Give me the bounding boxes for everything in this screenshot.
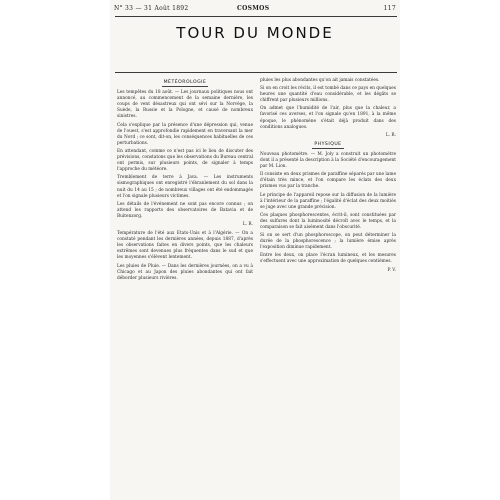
signature: L. R. — [242, 221, 253, 227]
section-heading-meteorologie: MÉTÉOROLOGIE — [117, 80, 253, 87]
paragraph: Les détails de l'événement ne sont pas encore connus ; on attend les rapports des observatoires de Batavia et de Buitenzorg. — [117, 201, 253, 219]
paragraph: Si on se sert d'un phosphoroscope, on peut déterminer la durée de la phosphorescence ; la lumière émise après l'exposition diminue rapidement. — [260, 233, 396, 251]
title-rule — [115, 72, 397, 73]
left-column — [117, 78, 253, 284]
running-header — [112, 5, 398, 15]
paragraph: pluies les plus abondantes qu'on ait jamais constatées. — [260, 78, 380, 83]
paragraph: Ces plaques phosphorescentes, écrit-il, sont constituées par des sulfures dont la luminosité décroît avec le temps, et la comparaison se fait aisément dans l'obscurité. — [260, 212, 396, 230]
paragraph: Température de l'été aux Etats-Unis et à l'Algérie. — On a constaté pendant les dernières années, depuis 1887, d'après les observations faites en divers points, que les chaleurs extrêmes sont devenues plus fréquentes dans le sud et que les moyennes s'élèvent lentement. — [117, 231, 253, 261]
paragraph: Tremblement de terre à Java. — Les instruments sismographiques ont enregistré l'ébranlement du sol dans la nuit du 14 au 15 ; de nombreux villages ont été endommagés et l'on signale plusieurs victimes. — [117, 175, 253, 199]
page-title: TOUR DU MONDE — [176, 24, 334, 42]
header-rule — [115, 16, 397, 17]
paragraph: Le principe de l'appareil repose sur la diffusion de la lumière à l'intérieur de la paraffine ; l'égalité d'éclat des deux moitiés se juge avec une grande précision. — [260, 192, 396, 210]
right-column — [260, 78, 396, 277]
section-heading-physique: PHYSIQUE — [260, 142, 396, 149]
signature: P. V. — [387, 267, 396, 273]
paragraph: Si on en croit les récits, il est tombé dans ce pays en quelques heures une quantité d'eau considérable, et les dégâts se chiffrent par plusieurs millions. — [260, 86, 396, 104]
paragraph: Entre les deux, on place l'écran lumineux, et les mesures s'effectuent avec une approximation de quelques centièmes. — [260, 253, 396, 265]
paragraph: On admet que l'humidité de l'air, plus que la chaleur, a favorisé ces averses, et l'on signale qu'en 1891, à la même époque, le phénomène s'était déjà produit dans des conditions analogues. — [260, 106, 396, 130]
paragraph: Les tempêtes du 18 août. — Les journaux politiques nous ont annoncé, au commencement de la semaine dernière, les coups de vent désastreux qui ont sévi sur la Norvège, la Suède, la Russie et la Pologne, et causé de nombreux sinistres. — [117, 90, 253, 120]
paragraph: Les pluies de Pluie. — Dans les dernières journées, on a vu à Chicago et au Japon des pluies abondantes qui ont fait déborder plusieurs rivières. — [117, 263, 253, 281]
journal-name: COSMOS — [237, 5, 270, 12]
page-number: 117 — [383, 5, 396, 12]
paragraph: Cela s'explique par la présence d'une dépression qui, venue de l'ouest, s'est approfondie rapidement en traversant la mer du Nord ; ce sont, dit-on, les conséquences habituelles de ces perturbations. — [117, 122, 253, 146]
paragraph: Nouveau photomètre. — M. Joly a construit un photomètre dont il a présenté la description à la Société d'encouragement par M. Lion. — [260, 151, 396, 170]
issue-date: N° 33 — 31 Août 1892 — [114, 5, 189, 12]
signature: L. R. — [385, 132, 396, 138]
paragraph: Il consiste en deux prismes de paraffine séparés par une lame d'étain très mince, et l'on compare les éclats des deux prismes vus par la tranche. — [260, 172, 396, 190]
paragraph: En attendant, comme ce n'est pas ici le lieu de discuter des prévisions, constatons que les observations du Bureau central ont permis, sur plusieurs points, de signaler à temps l'approche du météore. — [117, 148, 253, 173]
